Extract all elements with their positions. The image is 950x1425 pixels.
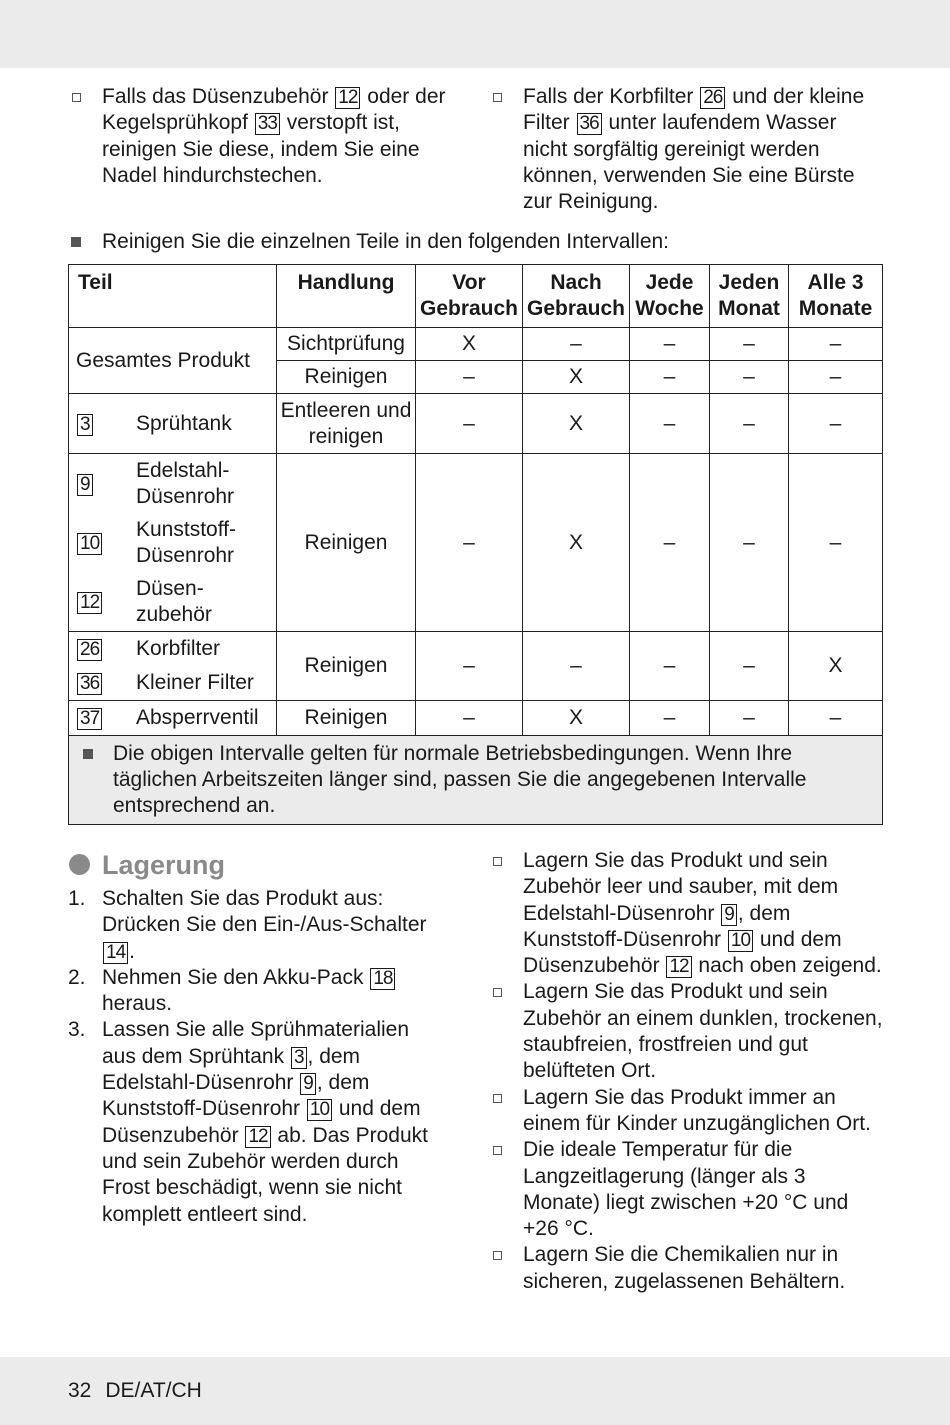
part-cell: 9 Edelstahl-Düsenrohr 10 Kunststoff-Düsenrohr 12 Düsen-zubehör bbox=[69, 454, 277, 632]
checkbox-bullet-icon bbox=[493, 1146, 502, 1155]
cleaning-interval-table bbox=[68, 264, 883, 825]
ref-number: 26 bbox=[700, 87, 725, 109]
part-cell: 26 Korbfilter 36 Kleiner Filter bbox=[69, 632, 277, 701]
checkbox-bullet-icon bbox=[493, 1094, 502, 1103]
header-jeden-monat: Jeden Monat bbox=[710, 265, 789, 328]
part-cell: 3 Sprühtank bbox=[69, 394, 277, 454]
interval-cell: X bbox=[523, 361, 630, 394]
ref-number: 26 bbox=[77, 639, 102, 661]
interval-cell: – bbox=[789, 394, 883, 454]
interval-cell: X bbox=[416, 328, 523, 361]
interval-cell: – bbox=[789, 454, 883, 632]
interval-cell: – bbox=[789, 701, 883, 736]
interval-cell: – bbox=[630, 394, 710, 454]
part-cell: Gesamtes Produkt bbox=[69, 328, 277, 394]
action-cell: Reinigen bbox=[277, 632, 416, 701]
action-cell: Reinigen bbox=[277, 701, 416, 736]
interval-cell: – bbox=[630, 632, 710, 701]
step-item: 3. Lassen Sie alle Sprühmaterialien aus dem Sprühtank 3 , dem Edelstahl-Düsenrohr 9 , dem Kunststoff-Düsenrohr 10 und dem Düsenzubehör 12 ab. Das Produkt und sein Zubehör werden durch Frost beschädigt, wenn sie nicht komplett entleert sind. bbox=[68, 1018, 428, 1226]
interval-cell: – bbox=[523, 328, 630, 361]
bullet-item: Lagern Sie die Chemikalien nur in sicheren, zugelassenen Behältern. bbox=[489, 1242, 884, 1295]
circle-bullet-icon bbox=[69, 854, 90, 875]
ref-number: 37 bbox=[77, 708, 102, 730]
section-heading: Lagerung bbox=[68, 848, 225, 882]
lagerung-steps bbox=[68, 886, 448, 1228]
ref-number: 14 bbox=[103, 942, 128, 964]
interval-cell: X bbox=[523, 394, 630, 454]
table-header-row bbox=[69, 265, 883, 328]
interval-cell: – bbox=[416, 454, 523, 632]
action-cell: Sichtprüfung bbox=[277, 328, 416, 361]
table-row bbox=[69, 701, 883, 736]
interval-cell: – bbox=[630, 361, 710, 394]
interval-cell: – bbox=[789, 361, 883, 394]
top-right-column bbox=[489, 84, 882, 215]
interval-cell: – bbox=[416, 632, 523, 701]
action-cell: Reinigen bbox=[277, 361, 416, 394]
header-jede-woche: Jede Woche bbox=[630, 265, 710, 328]
table-note: Die obigen Intervalle gelten für normale Betriebsbedingungen. Wenn Ihre täglichen Arbeitszeiten länger sind, passen Sie die angegebenen Intervalle entsprechend an. bbox=[69, 736, 883, 825]
checkbox-bullet-icon bbox=[493, 988, 502, 997]
header-alle-3-monate: Alle 3 Monate bbox=[789, 265, 883, 328]
ref-number: 36 bbox=[77, 673, 102, 695]
page-footer bbox=[68, 1378, 216, 1404]
table-note-row bbox=[69, 736, 883, 825]
ref-number: 18 bbox=[370, 968, 395, 990]
square-bullet-icon bbox=[83, 749, 93, 759]
table-row bbox=[69, 394, 883, 454]
interval-cell: – bbox=[710, 701, 789, 736]
ref-number: 9 bbox=[77, 474, 93, 496]
bullet-item: Die ideale Temperatur für die Langzeitlagerung (länger als 3 Monate) liegt zwischen +20 °C und +26 °C. bbox=[489, 1137, 884, 1242]
ref-number: 3 bbox=[291, 1047, 307, 1069]
square-bullet-icon bbox=[71, 237, 81, 247]
interval-cell: – bbox=[710, 632, 789, 701]
table-row bbox=[69, 632, 883, 701]
ref-number: 10 bbox=[77, 533, 102, 555]
interval-cell: – bbox=[710, 394, 789, 454]
ref-number: 12 bbox=[77, 592, 102, 614]
interval-cell: – bbox=[416, 701, 523, 736]
checkbox-bullet-icon bbox=[493, 857, 502, 866]
step-item: 2. Nehmen Sie den Akku-Pack 18 heraus. bbox=[68, 965, 448, 1018]
interval-cell: X bbox=[523, 701, 630, 736]
interval-cell: – bbox=[710, 328, 789, 361]
action-cell: Reinigen bbox=[277, 454, 416, 632]
header-vor-gebrauch: Vor Gebrauch bbox=[416, 265, 523, 328]
page-number: 32 bbox=[68, 1379, 92, 1402]
step-item: 1. Schalten Sie das Produkt aus: Drücken Sie den Ein-/Aus-Schalter 14 . bbox=[68, 887, 427, 963]
interval-cell: X bbox=[523, 454, 630, 632]
ref-number: 9 bbox=[300, 1073, 316, 1095]
bullet-item: Lagern Sie das Produkt und sein Zubehör leer und sauber, mit dem Edelstahl-Düsenrohr 9 , dem Kunststoff-Düsenrohr 10 und dem Düsenzubehör 12 nach oben zeigend. bbox=[489, 848, 884, 979]
language-code: DE/AT/CH bbox=[105, 1379, 202, 1402]
bullet-item: Lagern Sie das Produkt und sein Zubehör an einem dunklen, trockenen, staubfreien, frostfreien und gut belüfteten Ort. bbox=[489, 979, 884, 1084]
intro-line: Reinigen Sie die einzelnen Teile in den folgenden Intervallen: bbox=[68, 229, 882, 255]
ref-number: 12 bbox=[245, 1126, 270, 1148]
interval-cell: – bbox=[630, 701, 710, 736]
ref-number: 12 bbox=[335, 87, 360, 109]
checkbox-bullet-icon bbox=[493, 1251, 502, 1260]
ref-number: 3 bbox=[77, 414, 93, 436]
table-row bbox=[69, 454, 883, 632]
bullet-item: Falls der Korbfilter 26 und der kleine Filter 36 unter laufendem Wasser nicht sorgfältig gereinigt werden können, verwenden Sie eine Bürste zur Reinigung. bbox=[489, 84, 882, 215]
ref-number: 12 bbox=[666, 956, 691, 978]
checkbox-bullet-icon bbox=[493, 93, 502, 102]
header-handlung: Handlung bbox=[277, 265, 416, 328]
bullet-item: Falls das Düsenzubehör 12 oder der Kegelsprühkopf 33 verstopft ist, reinigen Sie diese, indem Sie eine Nadel hindurchstechen. bbox=[68, 84, 458, 189]
ref-number: 33 bbox=[255, 113, 280, 135]
ref-number: 10 bbox=[728, 930, 753, 952]
interval-cell: – bbox=[789, 328, 883, 361]
interval-cell: – bbox=[416, 394, 523, 454]
top-left-column bbox=[68, 84, 458, 189]
interval-cell: X bbox=[789, 632, 883, 701]
lagerung-bullets bbox=[489, 848, 884, 1295]
ref-number: 9 bbox=[721, 904, 737, 926]
action-cell: Entleeren und reinigen bbox=[277, 394, 416, 454]
interval-cell: – bbox=[416, 361, 523, 394]
part-cell: 37 Absperrventil bbox=[69, 701, 277, 736]
interval-cell: – bbox=[710, 361, 789, 394]
interval-cell: – bbox=[710, 454, 789, 632]
top-band bbox=[0, 0, 950, 68]
checkbox-bullet-icon bbox=[72, 93, 81, 102]
interval-cell: – bbox=[630, 454, 710, 632]
interval-cell: – bbox=[630, 328, 710, 361]
bullet-item: Lagern Sie das Produkt immer an einem für Kinder unzugänglichen Ort. bbox=[489, 1085, 884, 1138]
table-row bbox=[69, 328, 883, 361]
header-nach-gebrauch: Nach Gebrauch bbox=[523, 265, 630, 328]
ref-number: 36 bbox=[577, 113, 602, 135]
header-teil: Teil bbox=[69, 265, 277, 328]
ref-number: 10 bbox=[307, 1099, 332, 1121]
interval-cell: – bbox=[523, 632, 630, 701]
